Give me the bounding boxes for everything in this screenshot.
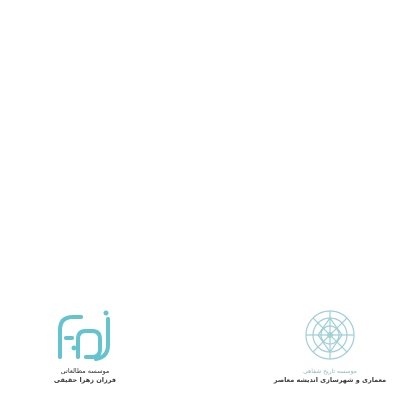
left-logo-caption-top: موسسه مطالعاتی <box>60 367 110 375</box>
logos-row <box>0 305 400 405</box>
right-logo <box>270 305 390 403</box>
institute-ornament-icon <box>295 305 365 367</box>
left-logo <box>25 305 145 403</box>
foundation-monogram-icon <box>50 305 120 367</box>
right-logo-caption-top: موسسه تاریخ شفاهی <box>303 368 357 375</box>
right-logo-caption-bottom: معماری و شهرسازی اندیشه معاصر <box>273 376 387 384</box>
left-logo-caption-bottom: فرزان زهرا حقیقی <box>53 376 117 384</box>
body-text <box>16 16 384 296</box>
